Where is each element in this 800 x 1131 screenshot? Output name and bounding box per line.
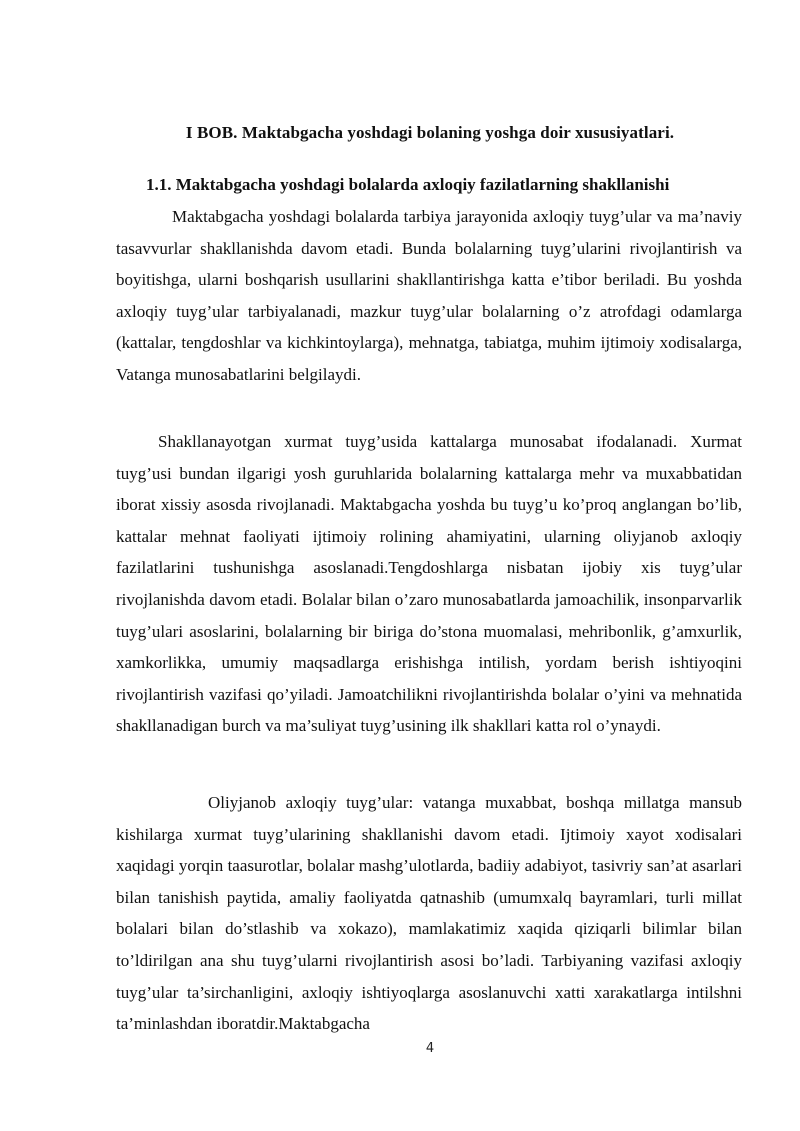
section-title: 1.1. Maktabgacha yoshdagi bolalarda axloqiy fazilatlarning shakllanishi <box>146 175 670 194</box>
body-paragraph: Shakllanayotgan xurmat tuyg’usida kattalarga munosabat ifodalanadi. Xurmat tuyg’usi bundan ilgarigi yosh guruhlarida bolalarning kattalarga mehr va muxabbatidan iborat xissiy asosda rivojlanadi. Maktabgacha yoshda bu tuyg’u ko’proq anglangan bo’lib, kattalar mehnat faoliyati ijtimoiy rolining ahamiyatini, ularning oliyjanob axloqiy fazilatlarini tushunishga asoslanadi.Tengdoshlarga nisbatan ijobiy xis tuyg’ular rivojlanishda davom etadi. Bolalar bilan o’zaro munosabatlarda jamoachilik, insonparvarlik tuyg’ulari asoslarini, bolalarning bir biriga do’stona muomalasi, mehribonlik, g’amxurlik, xamkorlikka, umumiy maqsadlarga erishishga intilish, yordam berish ishtiyoqini rivojlantirish vazifasi qo’yiladi. Jamoatchilikni rivojlantirishda bolalar o’yini va mehnatida shakllanadigan burch va ma’suliyat tuyg’usining ilk shakllari katta rol o’ynaydi. <box>116 432 742 736</box>
body-paragraph: Oliyjanob axloqiy tuyg’ular: vatanga muxabbat, boshqa millatga mansub kishilarga xurmat tuyg’ularining shakllanishi davom etadi. Ijtimoiy xayot xodisalari xaqidagi yorqin taasurotlar, bolalar mashg’ulotlarda, badiiy adabiyot, tasivriy san’at asarlari bilan tanishish paytida, amaliy faoliyatda qatnashib (umumxalq bayramlari, turli millat bolalari bilan do’stlashib va xokazo), mamlakatimiz xaqida qiziqarli bilimlar bilan to’ldirilgan ana shu tuyg’ularni rivojlantirish asosi bo’ladi. Tarbiyaning vazifasi axloqiy tuyg’ular ta’sirchanligini, axloqiy ishtiyoqlarga asoslanuvchi xatti xarakatlarga intilshni ta’minlashdan iboratdir.Maktabgacha <box>116 793 742 1034</box>
page-number: 4 <box>425 1041 435 1056</box>
chapter-title: I BOB. Maktabgacha yoshdagi bolaning yoshga doir xususiyatlari. <box>185 123 675 142</box>
body-paragraph: Maktabgacha yoshdagi bolalarda tarbiya jarayonida axloqiy tuyg’ular va ma’naviy tasavvurlar shakllanishda davom etadi. Bunda bolalarning tuyg’ularini rivojlantirish va boyitishga, ularni boshqarish usullarini shakllantirishga katta e’tibor beriladi. Bu yoshda axloqiy tuyg’ular tarbiyalanadi, mazkur tuyg’ular bolalarning o’z atrofdagi odamlarga (kattalar, tengdoshlar va kichkintoylarga), mehnatga, tabiatga, muhim ijtimoiy xodisalarga, Vatanga munosabatlarini belgilaydi. <box>116 207 742 384</box>
